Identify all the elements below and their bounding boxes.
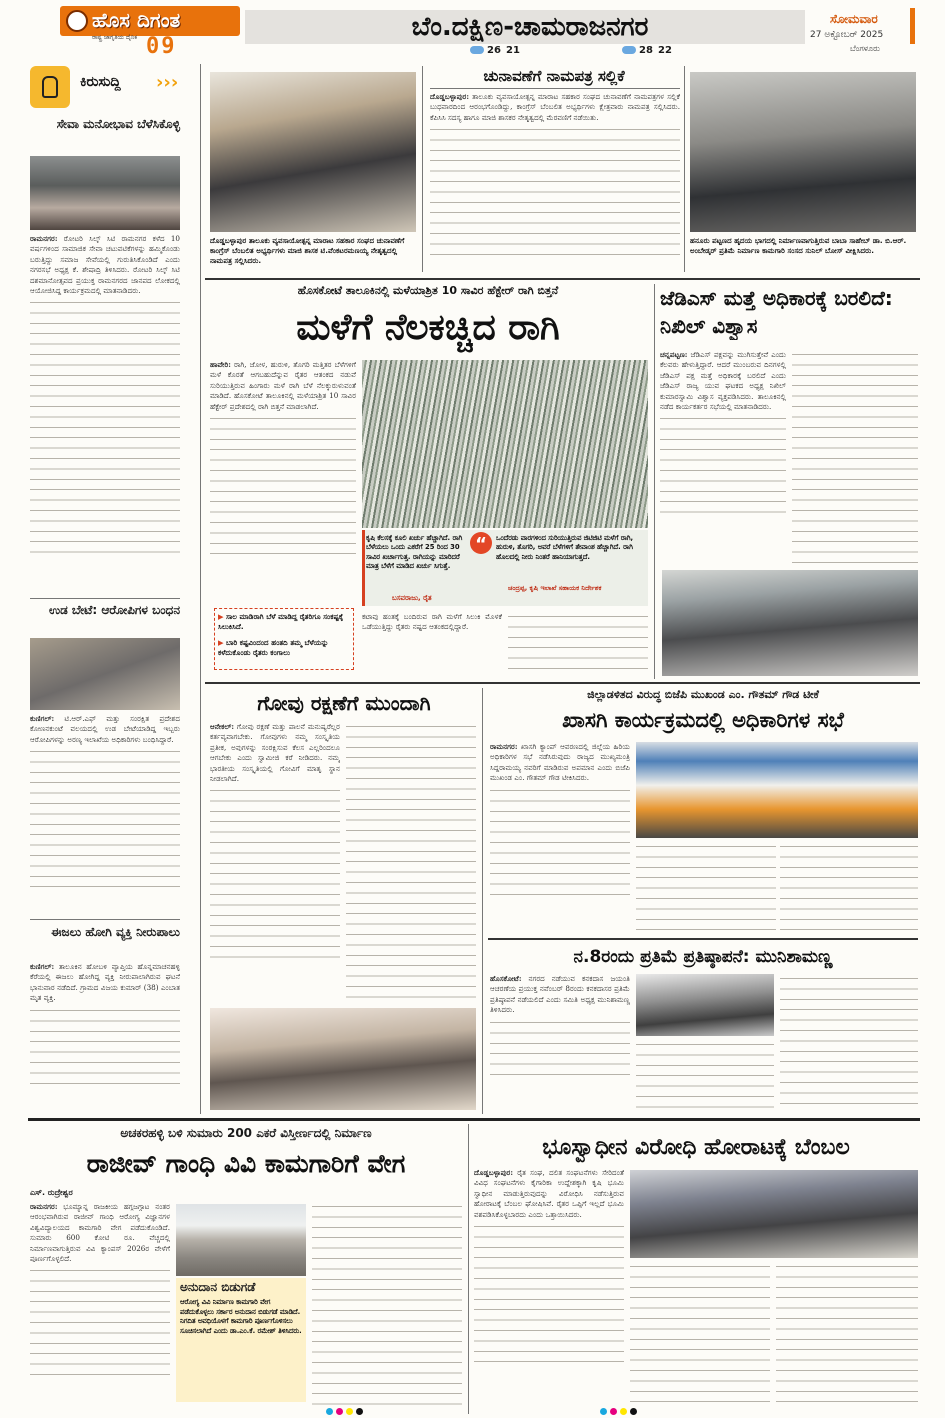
edition-title: ಬೆಂ.ದಕ್ಷಿಣ-ಚಾಮರಾಜನಗರ [411,12,649,42]
logo-emblem-icon [66,10,88,32]
city-label: ಬೆಂಗಳೂರು [850,44,880,53]
page-number: 09 [146,34,177,59]
sidebar-photo-rotary [30,156,180,230]
story-headline: ಜೆಡಿಎಸ್ ಮತ್ತೆ ಅಧಿಕಾರಕ್ಕೆ ಬರಲಿದೆ: ನಿಖಿಲ್ ವಿಶ್ವಾಸ [660,286,893,338]
story-photo-farmers-meet [630,1170,918,1258]
sidebar [28,64,188,1114]
story-body: ಹಾವೇರಿ: ರಾಗಿ, ಜೋಳ, ಹುರುಳಿ, ತೊಗರಿ ಮತ್ತಿತರ ಬೆಳೆಗಳಿಗೆ ಮಳೆ ಕೊರತೆ ಆಗಬಹುದೆನ್ನುವ ರೈತರ ಆತಂಕದ ನಡುವೆ ಸುರಿಯುತ್ತಿರುವ ಹಿಂಗಾರು ಮಳೆ ರಾಗಿ ಬೆಳೆ ನೆಲಕ್ಕುರುಳುವಂತೆ ಮಾಡಿದೆ. ಹೊಸಕೋಟೆ ತಾಲೂಕಿನಲ್ಲಿ ಮಳೆಯಾಶ್ರಿತ 10 ಸಾವಿರ ಹೆಕ್ಟೇರ್ ಪ್ರದೇಶದಲ್ಲಿ ರಾಗಿ ಬಿತ್ತನೆ ಮಾಡಲಾಗಿದೆ. [210,360,356,604]
story-photo-pratime [636,974,774,1036]
story-body: ದೊಡ್ಡಬಳ್ಳಾಪುರ: ತಾಲೂಕು ವ್ಯವಸಾಯೋತ್ಪನ್ನ ಮಾರಾಟ ಸಹಕಾರ ಸಂಘದ ಚುನಾವಣೆಗೆ ನಾಮಪತ್ರಗಳ ಸಲ್ಲಿಕೆ ಬುಧವಾರದಿಂದ ಆರಂಭಗೊಂಡಿದ್ದು, ಕಾಂಗ್ರೆಸ್ ಬೆಂಬಲಿತ ಅಭ್ಯರ್ಥಿಗಳು ಕ್ಷೇತ್ರವಾರು ನಾಮಪತ್ರ ಸಲ್ಲಿಸಿದರು. ಕೆಪಿಸಿಸಿ ಸದಸ್ಯ ಹಾಗೂ ಮಾಜಿ ಶಾಸಕರ ನೇತೃತ್ವದಲ್ಲಿ ಮೆರವಣಿಗೆ ನಡೆಯಿತು. [430,92,680,270]
story-headline: ರಾಜೀವ್ ಗಾಂಧಿ ವಿವಿ ಕಾಮಗಾರಿಗೆ ವೇಗ [86,1149,406,1178]
weather-lo-2: 22 [658,45,672,56]
story-body [776,1262,918,1412]
quote-author: ಬಸವರಾಜು, ರೈತ [392,594,432,602]
sidebar-item-title: ಈಜಲು ಹೋಗಿ ವ್ಯಕ್ತಿ ನೀರುಪಾಲು [51,925,180,939]
section-label: ಕಿರುಸುದ್ದಿ [80,74,121,90]
story-headline: ಗೋವು ರಕ್ಷಣೆಗೆ ಮುಂದಾಗಿ [257,691,431,715]
story-body [630,1262,770,1412]
story-photo-nomination [210,72,416,232]
story-body: ಆನೇಕಲ್: ಗೋವು ರಕ್ಷಣೆ ಮತ್ತು ಪಾಲನೆ ಮನುಷ್ಯರೆಲ್ಲರ ಕರ್ತವ್ಯವಾಗಬೇಕು. ಗೋವುಗಳು ನಮ್ಮ ಸಂಸ್ಕೃತಿಯ ಪ್ರತೀಕ, ಅವುಗಳನ್ನು ಸಂರಕ್ಷಿಸುವ ಕೆಲಸ ಎಲ್ಲರಿಂದಲೂ ಆಗಬೇಕು ಎಂದು ಸ್ವಾಮೀಜಿ ಕರೆ ನೀಡಿದರು. ನಮ್ಮ ಭಾರತೀಯ ಸಂಸ್ಕೃತಿಯಲ್ಲಿ ಗೋವಿಗೆ ಮಾತೃ ಸ್ಥಾನ ನೀಡಲಾಗಿದೆ. [210,722,340,1004]
sidebar-photo-arrest [30,638,180,710]
lead-photo-ragi-field [362,360,648,528]
story-photo-vv-building [176,1204,306,1276]
story-body [346,722,476,1004]
sidebar-item-body: ಕುಣಿಗಲ್: ಟಿ.ಆರ್.ಎಫ್ ಮತ್ತು ಸಂರಕ್ಷಿತ ಪ್ರದೇಶದ ಕೋಣನಕುಂಟೆ ವಲಯದಲ್ಲಿ ಉಡ ಬೇಟೆಯಾಡಿದ್ದ ಇಬ್ಬರು ಆರೋಪಿಗಳನ್ನು ಅರಣ್ಯ ಇಲಾಖೆಯ ಅಧಿಕಾರಿಗಳು ಬಂಧಿಸಿದ್ದಾರೆ. [30,714,180,914]
story-body: ಚನ್ನಪಟ್ಟಣ: ಜೆಡಿಎಸ್ ಪಕ್ಷವನ್ನು ಮುಗಿಸುತ್ತೇವೆ ಎಂದು ಕೆಲವರು ಹೇಳುತ್ತಿದ್ದಾರೆ. ಆದರೆ ಮುಂಬರುವ ದಿನಗಳಲ್ಲಿ ಜೆಡಿಎಸ್ ಪಕ್ಷ ಮತ್ತೆ ಅಧಿಕಾರಕ್ಕೆ ಬರಲಿದೆ ಎಂದು ಜೆಡಿಎಸ್ ರಾಜ್ಯ ಯುವ ಘಟಕದ ಅಧ್ಯಕ್ಷ ನಿಖಿಲ್ ಕುಮಾರಸ್ವಾಮಿ ವಿಶ್ವಾಸ ವ್ಯಕ್ತಪಡಿಸಿದರು. ತಾಲೂಕಿನಲ್ಲಿ ನಡೆದ ಕಾರ್ಯಕರ್ತರ ಸಭೆಯಲ್ಲಿ ಮಾತನಾಡಿದರು. [660,350,786,566]
sidebar-item-title: ಸೇವಾ ಮನೋಭಾವ ಬೆಳೆಸಿಕೊಳ್ಳಿ [56,117,180,131]
weather-hi-1: 26 [487,45,501,56]
masthead-accent-bar [910,8,915,44]
story-body [636,842,776,934]
day-label: ಸೋಮವಾರ [830,12,878,26]
registration-marks [326,1408,363,1415]
bullet-item: ▶ ಬಾರಿ ಕಷ್ಟವಿಂದಂದ ಹಂತದಿ ತಮ್ಮ ಬೆಳೆಯನ್ನು ಕಳೆದುಕೊಂಡು ರೈತರು ಕಂಗಾಲು [218,638,329,657]
logo-name: ಹೊಸ ದಿಗಂತ [92,8,181,32]
story-body: ದೊಡ್ಡಬಳ್ಳಾಪುರ: ರೈತ ಸಂಘ, ದಲಿತ ಸಂಘಟನೆಗಳು ಸೇರಿದಂತೆ ವಿವಿಧ ಸಂಘಟನೆಗಳು ಕೈಗಾರಿಕಾ ಉದ್ದೇಶಕ್ಕಾಗಿ ಕೃಷಿ ಭೂಮಿ ಸ್ವಾಧೀನ ಮಾಡುತ್ತಿರುವುದನ್ನು ವಿರೋಧಿಸಿ ನಡೆಸುತ್ತಿರುವ ಹೋರಾಟಕ್ಕೆ ಬೆಂಬಲ ಘೋಷಿಸಿವೆ. ರೈತರ ಒಪ್ಪಿಗೆ ಇಲ್ಲದೆ ಭೂಮಿ ವಶಪಡಿಸಿಕೊಳ್ಳಬಾರದು ಎಂದು ಒತ್ತಾಯಿಸಿದರು. [474,1168,624,1412]
story-body: ರಾಮನಗರ: ಭೂಮ್ಯಾನ್ನ ರಾಜಕೀಯ ಹಗ್ಗಜಗ್ಗಾಟ ನಂತರ ಆರಂಭವಾಗಿರುವ ರಾಜೀವ್ ಗಾಂಧಿ ಆರೋಗ್ಯ ವಿಜ್ಞಾನಗಳ ವಿಶ್ವವಿದ್ಯಾಲಯದ ಕಾಮಗಾರಿ ವೇಗ ಪಡೆದುಕೊಂಡಿದೆ. ಸುಮಾರು 600 ಕೋಟಿ ರೂ. ವೆಚ್ಚದಲ್ಲಿ ನಿರ್ಮಾಣವಾಗುತ್ತಿರುವ ವಿವಿ ಕ್ಯಾಂಪಸ್ 2026ರ ವೇಳೆಗೆ ಪೂರ್ಣಗೊಳ್ಳಲಿದೆ. [30,1202,170,1412]
story-body: ಹೊಸಕೋಟೆ: ನಗರದ ನಡೆಯುವ ಕನಕದಾಸ ಜಯಂತಿ ಆಚರಣೆಯ ಪ್ರಯುಕ್ತ ನವೆಂಬರ್ 8ರಂದು ಕನಕದಾಸರ ಪ್ರತಿಮೆ ಪ್ರತಿಷ್ಠಾಪನೆ ನಡೆಯಲಿದೆ ಎಂದು ಸಮಿತಿ ಅಧ್ಯಕ್ಷ ಮುನಿಶಾಮಣ್ಣ ತಿಳಿಸಿದರು. [490,974,630,1112]
weather-hi-2: 28 [639,45,653,56]
story-headline: ಖಾಸಗಿ ಕಾರ್ಯಕ್ರಮದಲ್ಲಿ ಅಧಿಕಾರಿಗಳ ಸಭೆ [562,708,844,732]
story-body: ಕಟಾವು ಹಂತಕ್ಕೆ ಬಂದಿರುವ ರಾಗಿ ಮಳೆಗೆ ಸಿಲುಕಿ ಮೊಳಕೆ ಒಡೆಯುತ್ತಿದ್ದು ರೈತರು ನಷ್ಟದ ಆತಂಕದಲ್ಲಿದ್ದಾರೆ. [362,612,502,632]
kirusuddi-icon [30,66,70,108]
farmer-quote: ಕೃಷಿ ಕೆಲಸಕ್ಕೆ ಕೂಲಿ ಖರ್ಚು ಹೆಚ್ಚಾಗಿದೆ. ರಾಗಿ ಬೆಳೆಯಲು ಒಂದು ಎಕರೆಗೆ 25 ರಿಂದ 30 ಸಾವಿರ ಖರ್ಚಾಗುತ್ತ. ರಾಗಿಯನ್ನು ಮಾರಿದರೆ ಮಾತ್ರ ಬೆಳೆಗೆ ಮಾಡಿದ ಖರ್ಚು ಸಿಗುತ್ತೆ. [366,534,463,571]
story-headline: ನ.8ರಂದು ಪ್ರತಿಮೆ ಪ್ರತಿಷ್ಠಾಪನೆ: ಮುನಿಶಾಮಣ್ಣ [573,947,833,967]
byline: ಎಸ್. ರುದ್ರೇಶ್ವರ [30,1188,73,1197]
bullet-item: ▶ ಸಾಲ ಮಾಡಿರಾಗಿ ಬೆಳೆ ಮಾಡಿದ್ದ ರೈತರಿಗೂ ಸಂಕಷ್ಟಕ್ಕೆ ಸಿಲುಕಿಸಿದೆ. [218,612,344,631]
lead-headline: ಮಳೆಗೆ ನೆಲಕಚ್ಚಿದ ರಾಗಿ [296,307,560,348]
date-label: 27 ಅಕ್ಟೋಬರ್ 2025 [810,30,884,40]
sidebar-item-body: ಕುಣಿಗಲ್: ತಾಲೂಕಿನ ಹೋಬಳಿ ವ್ಯಾಪ್ತಿಯ ಹೊನ್ನಮಾಚನಹಳ್ಳಿ ಕೆರೆಯಲ್ಲಿ ಈಜಲು ಹೋಗಿದ್ದ ವ್ಯಕ್ತಿ ನೀರುಪಾಲಾಗಿರುವ ಘಟನೆ ಭಾನುವಾರ ನಡೆದಿದೆ. ಗ್ರಾಮದ ವಿಜಯ ಕುಮಾರ್ (38) ಎಂಬಾತ ಮೃತ ವ್ಯಕ್ತಿ. [30,962,180,1107]
story-photo-jds-meeting [662,570,918,676]
story-headline: ಭೂಸ್ವಾಧೀನ ವಿರೋಧಿ ಹೋರಾಟಕ್ಕೆ ಬೆಂಬಲ [542,1135,850,1160]
story-photo-govu-event [210,1008,476,1110]
story-photo-ambedkar [690,72,916,232]
official-quote: ಒಂದೆರಡು ವಾರಗಳಿಂದ ಸುರಿಯುತ್ತಿರುವ ಜಿಟಿಜಿಟಿ ಮಳೆಗೆ ರಾಗಿ, ಹುರುಳಿ, ತೊಗರಿ, ಅವರೆ ಬೆಳೆಗಳಿಗೆ ತೇವಾಂಶ ಹೆಚ್ಚಾಗಿದೆ. ರಾಗಿ ಹೊಲದಲ್ಲಿ ನೀರು ನಿಂತರೆ ಹಾನಿಯಾಗುತ್ತದೆ. [496,534,634,561]
sidebar-item-body: ರಾಮನಗರ: ರೋಟರಿ ಸಿಲ್ಕ್ ಸಿಟಿ ರಾಮನಗರ ಕಳೆದ 10 ವರ್ಷಗಳಿಂದ ಸಾಮಾಜಿಕ ಸೇವಾ ಚಟುವಟಿಕೆಗಳನ್ನು ಹಮ್ಮಿಕೊಂಡು ಬರುತ್ತಿದ್ದು ಸಮಾಜ ಸೇವೆಯಲ್ಲಿ ಗುರುತಿಸಿಕೊಂಡಿದೆ ಎಂದು ನಗರಸಭೆ ಅಧ್ಯಕ್ಷ ಕೆ. ಶೇಷಾದ್ರಿ ತಿಳಿಸಿದರು. ರೋಟರಿ ಸಿಲ್ಕ್ ಸಿಟಿ ದಶಮಾನೋತ್ಸವದ ಪ್ರಯುಕ್ತ ರಾಮನಗರದ ಜಾನಪದ ಲೋಕದಲ್ಲಿ ಆಯೋಜಿಸಿದ್ದ ಕಾರ್ಯಕ್ರಮದಲ್ಲಿ ಮಾತನಾಡಿದರು. [30,234,180,594]
weather-cloud-icon [622,46,636,54]
story-body [792,350,918,566]
sidebar-item-title: ಉಡ ಬೇಟೆ: ಆರೋಪಿಗಳ ಬಂಧನ [49,603,180,617]
masthead [0,0,945,60]
story-kicker: ಹೊಸಕೋಟೆ ತಾಲೂಕಿನಲ್ಲಿ ಮಳೆಯಾಶ್ರಿತ 10 ಸಾವಿರ ಹೆಕ್ಟೇರ್ ರಾಗಿ ಬಿತ್ತನೆ [297,284,559,297]
story-headline: ಚುನಾವಣೆಗೆ ನಾಮಪತ್ರ ಸಲ್ಲಿಕೆ [483,67,625,85]
weather-lo-1: 21 [506,45,520,56]
story-kicker: ಅಚಕರಹಳ್ಳಿ ಬಳಿ ಸುಮಾರು 200 ಎಕರೆ ವಿಸ್ತೀರ್ಣದಲ್ಲಿ ನಿರ್ಮಾಣ [120,1126,372,1140]
story-body [780,842,918,934]
info-box-title: ಅನುದಾನ ಬಿಡುಗಡೆ [180,1280,256,1294]
weather-cloud-icon [470,46,484,54]
story-body: ರಾಮನಗರ: ಖಾಸಗಿ ಕ್ಯಾಂಪ್ ಆವರಣದಲ್ಲಿ ಜಿಲ್ಲೆಯ ಹಿರಿಯ ಅಧಿಕಾರಿಗಳ ಸಭೆ ನಡೆಸಿರುವುದು ರಾಜ್ಯದ ಮುಖ್ಯಮಂತ್ರಿ ಸಿದ್ದರಾಮಯ್ಯ ನವರಿಗೆ ಮಾಡಿರುವ ಅಪಮಾನ ಎಂದು ಬಿಜೆಪಿ ಮುಖಂಡ ಎಂ. ಗೌತಮ್ ಗೌಡ ಟೀಕಿಸಿದರು. [490,742,630,932]
quote-author: ಚಂದ್ರಪ್ಪ, ಕೃಷಿ ಇಲಾಖೆ ಸಹಾಯಕ ನಿರ್ದೇಶಕ [508,584,602,592]
section-chevron-icon: ››› [156,72,179,93]
story-photo-bjp-press [636,742,918,838]
info-box-text: ಆರೋಗ್ಯ ವಿವಿ ನಿರ್ಮಾಣ ಕಾಮಗಾರಿ ವೇಗ ಪಡೆದುಕೊಳ್ಳಲು ಸರ್ಕಾರ ಅನುದಾನ ಬಿಡುಗಡೆ ಮಾಡಿದೆ. ನಿಗದಿತ ಅವಧಿಯೊಳಗೆ ಕಾಮಗಾರಿ ಪೂರ್ಣಗೊಳಿಸಲು ಸೂಚಿಸಲಾಗಿದೆ ಎಂದು ಡಾ.ಎಂ.ಕೆ. ರಮೇಶ್ ತಿಳಿಸಿದರು. [180,1298,302,1335]
story-body [508,612,648,674]
quote-mark-icon: “ [470,532,492,554]
story-body [780,974,918,1112]
photo-caption: ದೊಡ್ಡಬಳ್ಳಾಪುರ ತಾಲೂಕು ವ್ಯವಸಾಯೋತ್ಪನ್ನ ಮಾರಾಟ ಸಹಕಾರ ಸಂಘದ ಚುನಾವಣೆಗೆ ಕಾಂಗ್ರೆಸ್ ಬೆಂಬಲಿತ ಅಭ್ಯರ್ಥಿಗಳು ಮಾಜಿ ಶಾಸಕ ಟಿ.ವೆಂಕಟರಮಣಯ್ಯ ನೇತೃತ್ವದಲ್ಲಿ ನಾಮಪತ್ರ ಸಲ್ಲಿಸಿದರು. [210,236,405,265]
story-body [312,1202,462,1412]
photo-caption: ಹನೂರು ಪಟ್ಟಣದ ಹೃದಯ ಭಾಗದಲ್ಲಿ ನಿರ್ಮಾಣವಾಗುತ್ತಿರುವ ಬಾಬಾ ಸಾಹೇಬ್ ಡಾ. ಬಿ.ಆರ್. ಅಂಬೇಡ್ಕರ್ ಪ್ರತಿಮೆ ನಿರ್ಮಾಣ ಕಾಮಗಾರಿ ಸಂಸದ ಸುನಿಲ್ ಬೋಸ್ ವೀಕ್ಷಿಸಿದರು. [690,236,907,255]
logo-tagline: ರಾಷ್ಟ್ರ ಜಾಗೃತಿಯ ದೈನಿಕ [92,34,138,41]
registration-marks [600,1408,637,1415]
story-kicker: ಜಿಲ್ಲಾಡಳಿತದ ವಿರುದ್ಧ ಬಿಜೆಪಿ ಮುಖಂಡ ಎಂ. ಗೌತಮ್ ಗೌಡ ಟೀಕೆ [587,688,819,701]
story-body [636,1040,774,1112]
